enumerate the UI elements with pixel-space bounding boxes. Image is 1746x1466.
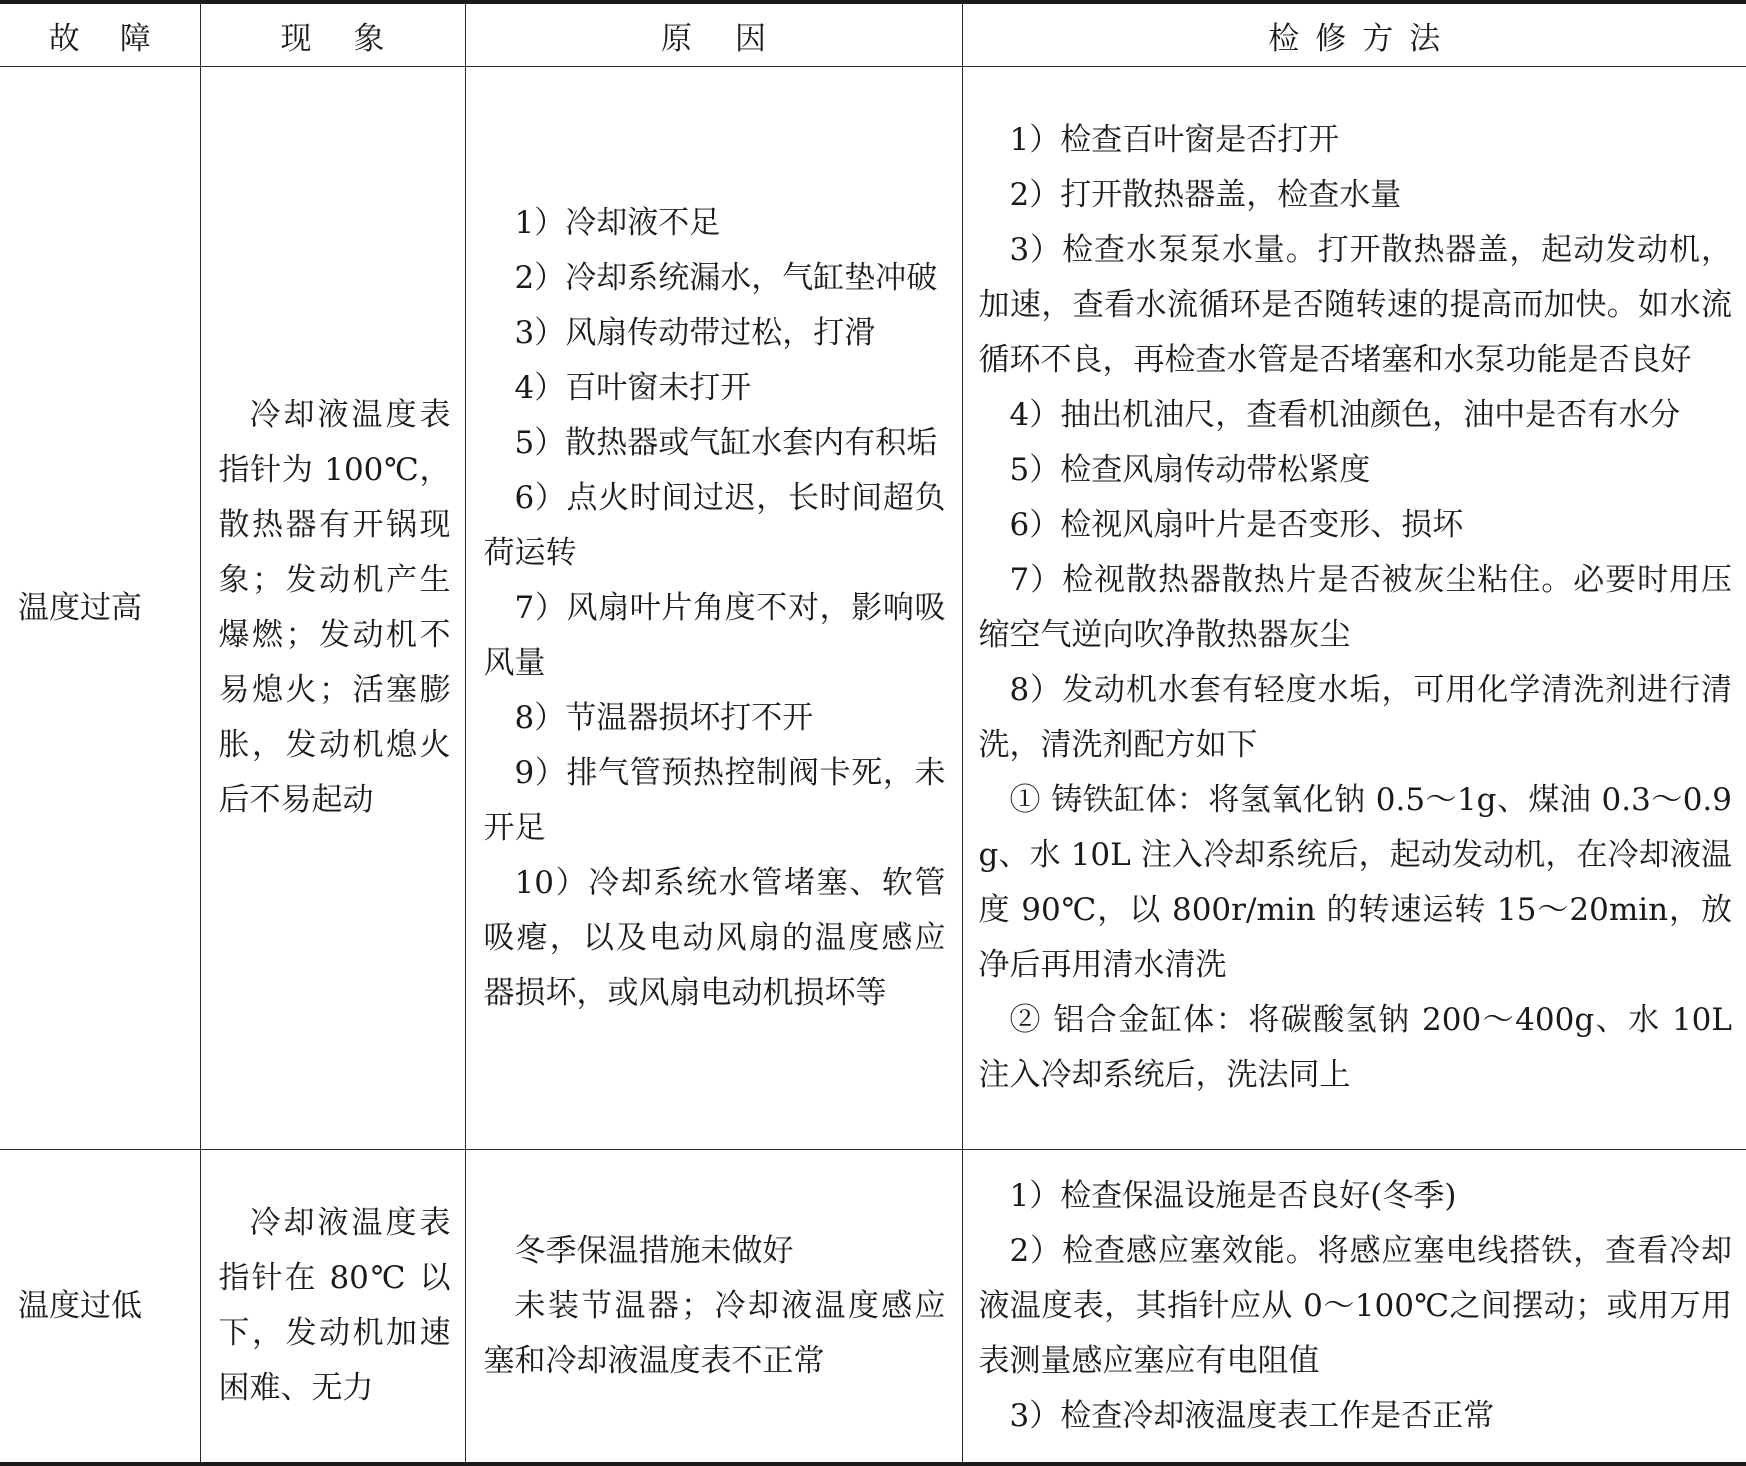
repair-step: 6）检视风扇叶片是否变形、损坏	[1009, 507, 1464, 543]
cause-item: 8）节温器损坏打不开	[514, 699, 814, 736]
repair-cell	[962, 1150, 1746, 1465]
phenomenon-text: 冷却液温度表指针在 80℃ 以下，发动机加速困难、无力	[218, 1205, 451, 1406]
header-char: 检	[1268, 20, 1300, 57]
repair-step: 2）检查感应塞效能。将感应塞电线搭铁，查看冷却液温度表，其指针应从 0～100℃之间摆动；或用万用表测量感应塞应有电阻值	[978, 1232, 1732, 1379]
repair-cell	[962, 67, 1746, 1150]
repair-step: 5）检查风扇传动带松紧度	[1009, 452, 1371, 488]
repair-step: 8）发动机水套有轻度水垢，可用化学清洗剂进行清洗，清洗剂配方如下	[978, 672, 1732, 763]
header-char: 因	[735, 20, 766, 57]
repair-step: 2）打开散热器盖，检查水量	[1009, 177, 1402, 213]
header-char: 原	[661, 20, 692, 57]
phenomenon-text: 冷却液温度表指针为 100℃，散热器有开锅现象；发动机产生爆燃；发动机不易熄火；活塞膨胀，发动机熄火后不易起动	[218, 397, 451, 818]
header-char: 障	[119, 20, 151, 57]
fault-name: 温度过低	[18, 1287, 142, 1324]
cause-item: 4）百叶窗未打开	[514, 369, 752, 406]
header-char: 象	[353, 20, 385, 57]
cause-item: 3）风扇传动带过松，打滑	[514, 314, 876, 351]
fault-name: 温度过高	[18, 589, 142, 626]
phenomenon-cell	[200, 67, 465, 1150]
cause-item: 6）点火时间过迟，长时间超负荷运转	[483, 479, 946, 571]
cause-item: 7）风扇叶片角度不对，影响吸风量	[483, 589, 946, 681]
repair-step: 3）检查冷却液温度表工作是否正常	[1009, 1397, 1495, 1434]
table-row-overheat	[0, 67, 1746, 1150]
header-char: 方	[1362, 20, 1394, 57]
table-header-row	[0, 2, 1746, 67]
header-char: 法	[1409, 20, 1441, 57]
cause-item: 2）冷却系统漏水，气缸垫冲破	[514, 259, 938, 296]
repair-step: 1）检查保温设施是否良好(冬季)	[1009, 1177, 1457, 1214]
repair-step: 7）检视散热器散热片是否被灰尘粘住。必要时用压缩空气逆向吹净散热器灰尘	[978, 562, 1732, 653]
cause-item: 1）冷却液不足	[514, 204, 721, 241]
header-repair-method	[962, 2, 1746, 67]
cause-item: 10）冷却系统水管堵塞、软管吸瘪，以及电动风扇的温度感应器损坏，或风扇电动机损坏等	[483, 864, 946, 1011]
repair-step: ② 铝合金缸体：将碳酸氢钠 200～400g、水 10L 注入冷却系统后，洗法同上	[978, 1002, 1732, 1093]
header-phenomenon	[200, 2, 465, 67]
header-char: 故	[48, 20, 80, 57]
header-cause	[465, 2, 962, 67]
cause-cell	[465, 1150, 962, 1465]
cause-item: 冬季保温措施未做好	[514, 1232, 794, 1269]
cause-item: 9）排气管预热控制阀卡死，未开足	[483, 754, 946, 846]
header-fault	[0, 2, 200, 67]
table-row-undercool	[0, 1150, 1746, 1465]
repair-step: ① 铸铁缸体：将氢氧化钠 0.5～1g、煤油 0.3～0.9g、水 10L 注入冷却系统后，起动发动机，在冷却液温度 90℃，以 800r/min 的转速运转 15～20min，放净后再用清水清洗	[978, 782, 1732, 983]
fault-cell	[0, 1150, 200, 1465]
cause-cell	[465, 67, 962, 1150]
header-char: 修	[1315, 20, 1347, 57]
repair-step: 3）检查水泵泵水量。打开散热器盖，起动发动机，加速，查看水流循环是否随转速的提高而加快。如水流循环不良，再检查水管是否堵塞和水泵功能是否良好	[978, 232, 1732, 378]
header-char: 现	[280, 20, 312, 57]
cause-item: 5）散热器或气缸水套内有积垢	[514, 424, 938, 461]
cause-item: 未装节温器；冷却液温度感应塞和冷却液温度表不正常	[483, 1287, 946, 1379]
phenomenon-cell	[200, 1150, 465, 1465]
repair-step: 4）抽出机油尺，查看机油颜色，油中是否有水分	[1009, 397, 1681, 433]
fault-cell	[0, 67, 200, 1150]
repair-step: 1）检查百叶窗是否打开	[1009, 122, 1340, 158]
